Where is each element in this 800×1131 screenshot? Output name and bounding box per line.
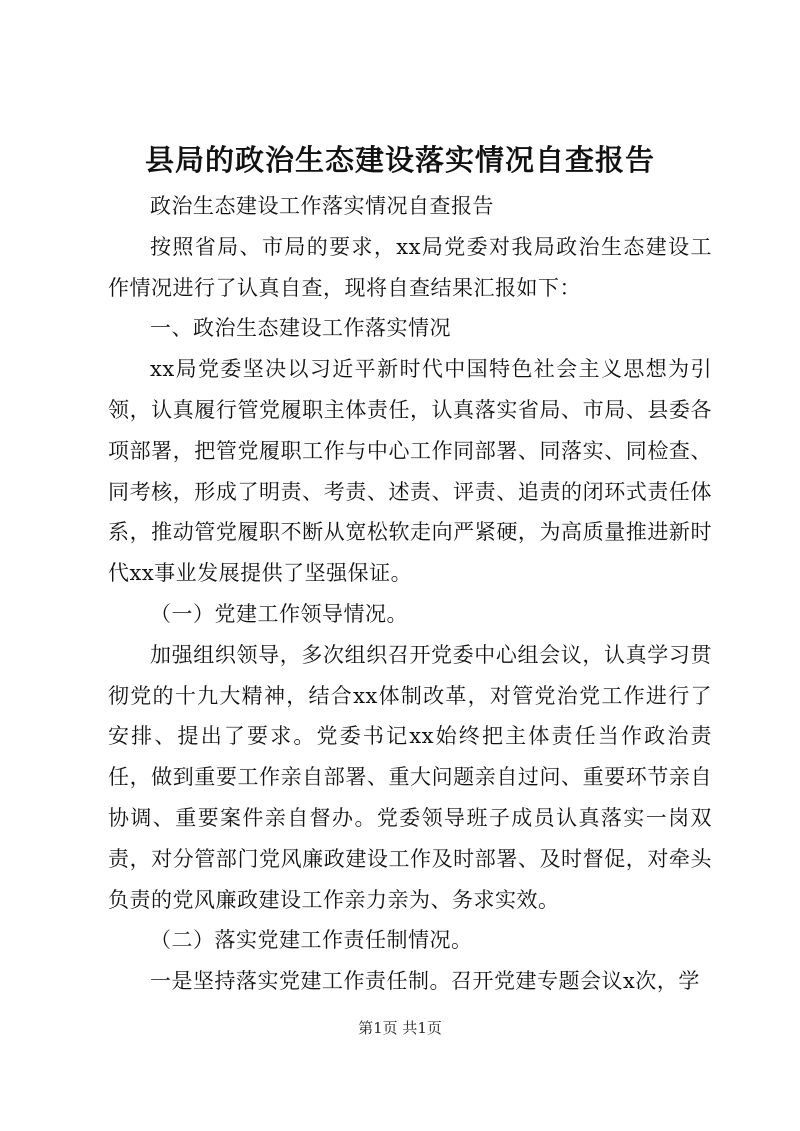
paragraph-intro: 按照省局、市局的要求，xx局党委对我局政治生态建设工作情况进行了认真自查，现将自查结果汇报如下：	[108, 234, 712, 300]
subsection-heading-1: （一）党建工作领导情况。	[150, 601, 408, 626]
paragraph-subsection-1: 加强组织领导，多次组织召开党委中心组会议，认真学习贯彻党的十九大精神，结合xx体制改革，对管党治党工作进行了安排、提出了要求。党委书记xx始终把主体责任当作政治责任，做到重要工作亲自部署、重大问题亲自过问、重要环节亲自协调、重要案件亲自督办。党委领导班子成员认真落实一岗双责，对分管部门党风廉政建设工作及时部署、及时督促，对牵头负责的党风廉政建设工作亲力亲为、务求实效。	[108, 642, 712, 912]
document-title: 县局的政治生态建设落实情况自查报告	[144, 143, 655, 177]
page-footer: 第1页 共1页	[358, 1019, 442, 1037]
subsection-heading-2: （二）落实党建工作责任制情况。	[150, 928, 473, 953]
paragraph-subtitle: 政治生态建设工作落实情况自查报告	[150, 194, 494, 218]
paragraph-subsection-2: 一是坚持落实党建工作责任制。召开党建专题会议x次，学	[150, 969, 700, 994]
document-body	[108, 186, 712, 1002]
section-heading-1: 一、政治生态建设工作落实情况	[150, 316, 451, 341]
paragraph-section-1: xx局党委坚决以习近平新时代中国特色社会主义思想为引领，认真履行管党履职主体责任，认真落实省局、市局、县委各项部署，把管党履职工作与中心工作同部署、同落实、同检查、同考核，形成了明责、考责、述责、评责、追责的闭环式责任体系，推动管党履职不断从宽松软走向严紧硬，为高质量推进新时代xx事业发展提供了坚强保证。	[108, 357, 712, 586]
